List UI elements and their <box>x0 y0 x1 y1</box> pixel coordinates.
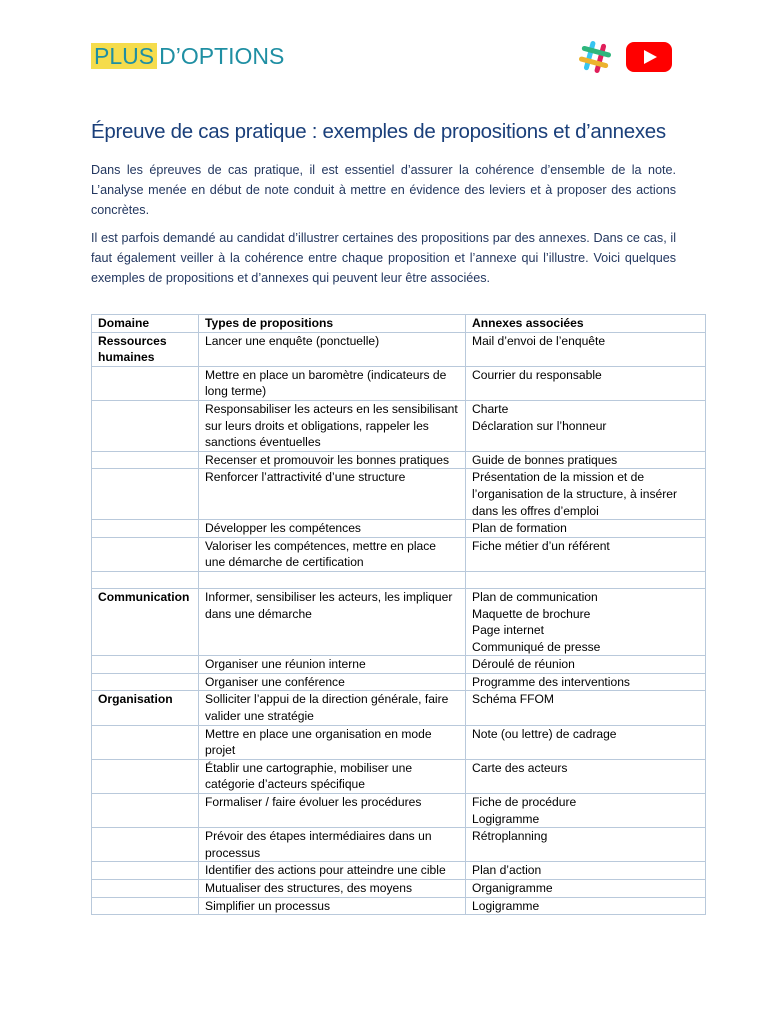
cell-proposition: Recenser et promouvoir les bonnes pratiques <box>199 451 466 469</box>
cell-proposition: Prévoir des étapes intermédiaires dans un processus <box>199 828 466 862</box>
annex-item: Déclaration sur l’honneur <box>472 418 607 433</box>
annex-item: Schéma FFOM <box>472 692 554 707</box>
table-row <box>92 400 706 451</box>
cell-annexes <box>466 588 706 655</box>
annex-item: Plan d’action <box>472 863 542 878</box>
propositions-table <box>91 314 706 915</box>
cell-annexes <box>466 571 706 588</box>
cell-proposition: Développer les compétences <box>199 520 466 538</box>
cell-annexes <box>466 828 706 862</box>
table-row <box>92 897 706 915</box>
table-row <box>92 588 706 655</box>
annex-item: Carte des acteurs <box>472 760 568 775</box>
cell-proposition: Mettre en place un baromètre (indicateurs de long terme) <box>199 366 466 400</box>
cell-annexes <box>466 897 706 915</box>
cell-annexes <box>466 469 706 520</box>
annex-item: Page internet <box>472 623 544 638</box>
cell-proposition <box>199 571 466 588</box>
table-row <box>92 862 706 880</box>
cell-proposition: Lancer une enquête (ponctuelle) <box>199 332 466 366</box>
table-body <box>92 332 706 915</box>
annex-item: Communiqué de presse <box>472 639 601 654</box>
annex-item: Déroulé de réunion <box>472 657 575 672</box>
annex-item: Fiche de procédure <box>472 795 577 810</box>
cell-domain <box>92 725 199 759</box>
cell-domain: Communication <box>92 588 199 655</box>
plus-doptions-logo[interactable] <box>91 42 284 70</box>
cell-proposition: Organiser une réunion interne <box>199 656 466 674</box>
table-row <box>92 656 706 674</box>
annex-item: Guide de bonnes pratiques <box>472 452 618 467</box>
annex-item: Organigramme <box>472 881 553 895</box>
cell-proposition: Mettre en place une organisation en mode projet <box>199 725 466 759</box>
cell-annexes <box>466 332 706 366</box>
annex-item: Courrier du responsable <box>472 367 602 382</box>
cell-annexes <box>466 400 706 451</box>
cell-proposition: Simplifier un processus <box>199 897 466 915</box>
annex-item: Plan de formation <box>472 521 567 536</box>
slack-icon[interactable] <box>578 40 612 74</box>
intro-paragraph-1: Dans les épreuves de cas pratique, il est essentiel d’assurer la cohérence d’ensemble de la note. L’analyse menée en début de note conduit à mettre en évidence des leviers et à proposer des actions concrètes. <box>91 163 676 217</box>
cell-proposition: Identifier des actions pour atteindre une cible <box>199 862 466 880</box>
table-row <box>92 725 706 759</box>
cell-proposition: Formaliser / faire évoluer les procédures <box>199 794 466 828</box>
header-domaine: Domaine <box>92 315 199 333</box>
table-row <box>92 451 706 469</box>
cell-domain <box>92 656 199 674</box>
annex-item: Mail d’envoi de l’enquête <box>472 333 606 348</box>
cell-domain <box>92 862 199 880</box>
header-types-propositions: Types de propositions <box>199 315 466 333</box>
page-title: Épreuve de cas pratique : exemples de propositions et d’annexes <box>91 120 666 143</box>
table-row <box>92 469 706 520</box>
cell-proposition: Organiser une conférence <box>199 673 466 691</box>
social-icons <box>578 40 672 74</box>
youtube-icon[interactable] <box>626 42 672 72</box>
annex-item: Fiche métier d’un référent <box>472 538 610 553</box>
logo-plus: PLUS <box>91 43 157 69</box>
annex-item: Présentation de la mission et de l’organisation de la structure, à insérer dans les offres d’emploi <box>472 470 678 518</box>
annex-item: Rétroplanning <box>472 829 548 844</box>
cell-domain: Ressources humaines <box>92 332 199 366</box>
annex-item: Logigramme <box>472 898 540 913</box>
table-row <box>92 537 706 571</box>
annex-item: Programme des interventions <box>472 674 630 689</box>
table-row <box>92 828 706 862</box>
cell-proposition: Valoriser les compétences, mettre en place une démarche de certification <box>199 537 466 571</box>
cell-annexes <box>466 366 706 400</box>
cell-annexes <box>466 725 706 759</box>
header-annexes: Annexes associées <box>466 315 706 333</box>
cell-proposition: Établir une cartographie, mobiliser une catégorie d’acteurs spécifique <box>199 759 466 793</box>
cell-annexes <box>466 759 706 793</box>
table-row <box>92 332 706 366</box>
cell-domain <box>92 537 199 571</box>
cell-domain <box>92 571 199 588</box>
annex-item: Logigramme <box>472 811 540 826</box>
cell-domain <box>92 451 199 469</box>
cell-domain <box>92 673 199 691</box>
cell-domain: Organisation <box>92 691 199 725</box>
annex-item: Note (ou lettre) de cadrage <box>472 726 617 741</box>
cell-annexes <box>466 794 706 828</box>
cell-annexes <box>466 862 706 880</box>
cell-proposition: Informer, sensibiliser les acteurs, les impliquer dans une démarche <box>199 588 466 655</box>
table-row <box>92 520 706 538</box>
table-row <box>92 794 706 828</box>
cell-domain <box>92 897 199 915</box>
annex-item: Maquette de brochure <box>472 606 591 621</box>
cell-annexes <box>466 880 706 898</box>
table-header-row <box>92 315 706 333</box>
cell-domain <box>92 880 199 898</box>
cell-annexes <box>466 656 706 674</box>
table-row <box>92 880 706 898</box>
cell-annexes <box>466 691 706 725</box>
table-row <box>92 366 706 400</box>
cell-annexes <box>466 451 706 469</box>
cell-annexes <box>466 520 706 538</box>
table-row <box>92 691 706 725</box>
logo-rest: D’OPTIONS <box>159 43 285 69</box>
annex-item: Plan de communication <box>472 589 598 604</box>
cell-domain <box>92 794 199 828</box>
page-header <box>91 40 672 74</box>
table-row <box>92 759 706 793</box>
cell-proposition: Responsabiliser les acteurs en les sensibilisant sur leurs droits et obligations, rappeler les sanctions éventuelles <box>199 400 466 451</box>
cell-domain <box>92 400 199 451</box>
cell-domain <box>92 366 199 400</box>
cell-domain <box>92 759 199 793</box>
cell-domain <box>92 469 199 520</box>
annex-item: Charte <box>472 401 509 416</box>
intro-paragraph-2: Il est parfois demandé au candidat d’illustrer certaines des propositions par des annexes. Dans ce cas, il faut également veiller à la cohérence entre chaque proposition et l’annexe qui l’illustre. Voici quelques exemples de propositions et d’annexes qui peuvent leur être associées. <box>91 231 676 285</box>
cell-proposition: Solliciter l’appui de la direction générale, faire valider une stratégie <box>199 691 466 725</box>
cell-proposition: Renforcer l’attractivité d’une structure <box>199 469 466 520</box>
cell-annexes <box>466 673 706 691</box>
table-row <box>92 571 706 588</box>
cell-domain <box>92 828 199 862</box>
cell-annexes <box>466 537 706 571</box>
cell-domain <box>92 520 199 538</box>
table-row <box>92 673 706 691</box>
cell-proposition: Mutualiser des structures, des moyens <box>199 880 466 898</box>
